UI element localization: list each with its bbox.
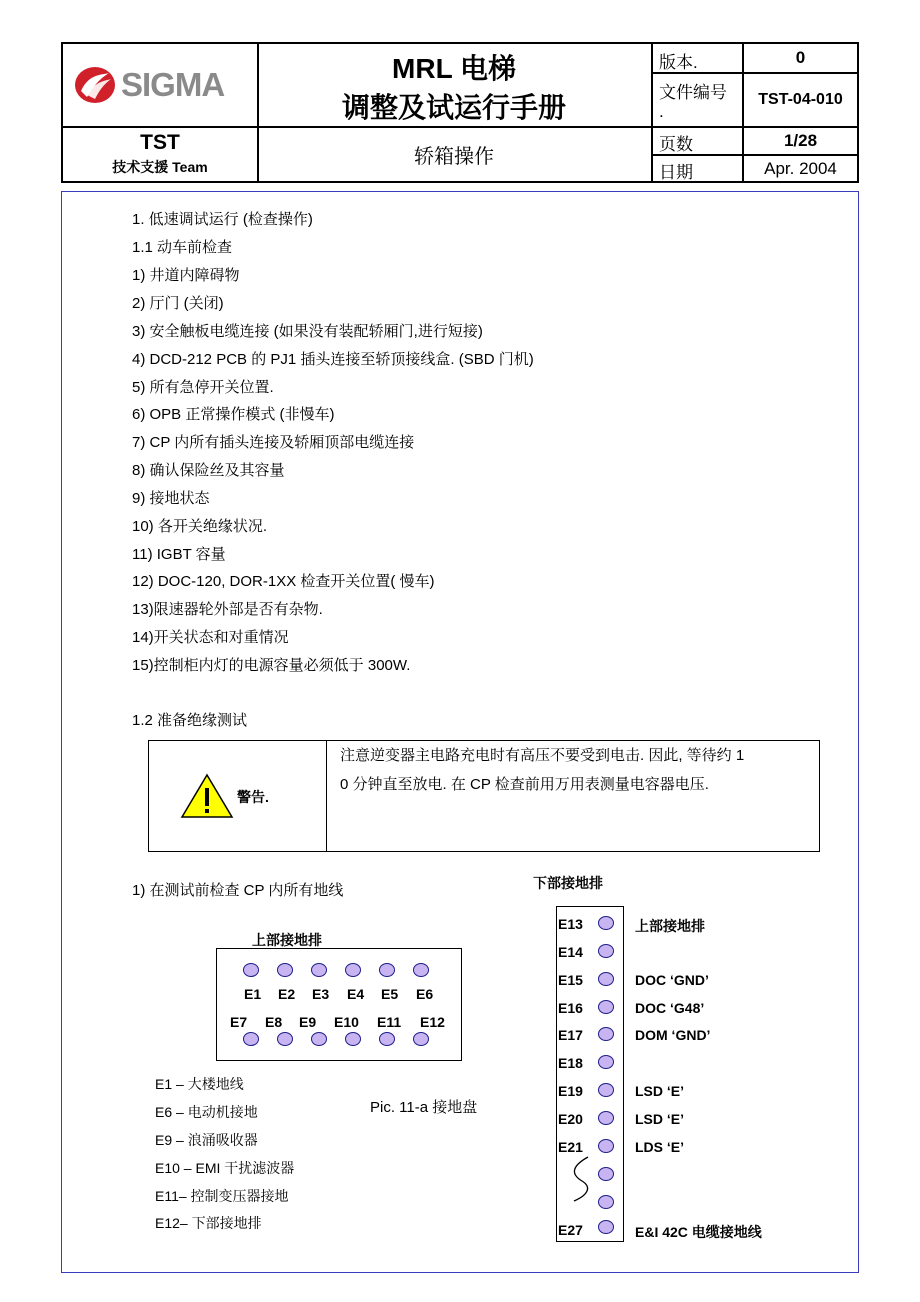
- list-item: 3) 安全触板电缆连接 (如果没有装配轿厢门,进行短接): [132, 323, 483, 340]
- heading-1-2: 1.2 准备绝缘测试: [132, 712, 248, 729]
- terminal-label: E1: [244, 986, 262, 1002]
- terminal-dot: [413, 1032, 429, 1046]
- terminal-label: E18: [558, 1055, 583, 1071]
- terminal-dot: [345, 963, 361, 977]
- list-item: 7) CP 内所有插头连接及轿厢顶部电缆连接: [132, 434, 415, 451]
- terminal-dot: [277, 1032, 293, 1046]
- warning-text-line2: 0 分钟直至放电. 在 CP 检查前用万用表测量电容器电压.: [340, 776, 709, 793]
- terminal-label: E9: [299, 1014, 317, 1030]
- terminal-dot: [598, 1220, 614, 1234]
- version-label: 版本.: [659, 53, 698, 72]
- terminal-desc: DOM ‘GND’: [635, 1027, 711, 1043]
- legend-item: E11– 控制变压器接地: [155, 1188, 289, 1204]
- legend-item: E6 – 电动机接地: [155, 1104, 258, 1120]
- terminal-label: E20: [558, 1111, 583, 1127]
- docno-label: 文件编号: [659, 83, 727, 102]
- list-item: 9) 接地状态: [132, 490, 210, 507]
- page-label: 页数: [659, 135, 693, 154]
- lower-bar-title: 下部接地排: [533, 875, 603, 891]
- check-ground-line: 1) 在测试前检查 CP 内所有地线: [132, 882, 344, 899]
- terminal-dot: [598, 1083, 614, 1097]
- upper-bar-title: 上部接地排: [252, 932, 322, 948]
- terminal-label: E11: [377, 1014, 402, 1030]
- date-value: Apr. 2004: [764, 158, 837, 178]
- terminal-desc: E&I 42C 电缆接地线: [635, 1224, 762, 1240]
- heading-1-1: 1.1 动车前检查: [132, 239, 233, 256]
- list-item: 6) OPB 正常操作模式 (非慢车): [132, 406, 335, 423]
- legend-item: E9 – 浪涌吸收器: [155, 1132, 258, 1148]
- terminal-label: E3: [312, 986, 330, 1002]
- break-mark-icon: [566, 1155, 598, 1203]
- warning-box: [148, 740, 820, 852]
- terminal-label: E8: [265, 1014, 283, 1030]
- dept-subtitle: 技术支援 Team: [112, 159, 208, 175]
- list-item: 2) 厅门 (关闭): [132, 295, 224, 312]
- terminal-label: E10: [334, 1014, 359, 1030]
- terminal-label: E5: [381, 986, 399, 1002]
- logo-text: SIGMA: [121, 66, 225, 103]
- terminal-label: E16: [558, 1000, 583, 1016]
- terminal-desc: LSD ‘E’: [635, 1083, 685, 1099]
- terminal-dot: [598, 1027, 614, 1041]
- terminal-desc: LDS ‘E’: [635, 1139, 685, 1155]
- doc-title-line2: 调整及试运行手册: [341, 92, 566, 123]
- terminal-label: E7: [230, 1014, 248, 1030]
- legend-item: E12– 下部接地排: [155, 1215, 262, 1231]
- doc-title-line1: MRL 电梯: [392, 53, 516, 84]
- terminal-label: E12: [420, 1014, 445, 1030]
- list-item: 12) DOC-120, DOR-1XX 检查开关位置( 慢车): [132, 573, 435, 590]
- terminal-desc: 上部接地排: [635, 918, 705, 934]
- terminal-label: E27: [558, 1222, 583, 1238]
- terminal-dot: [311, 1032, 327, 1046]
- terminal-label: E2: [278, 986, 296, 1002]
- terminal-dot: [598, 1000, 614, 1014]
- list-item: 15)控制柜内灯的电源容量必须低于 300W.: [132, 657, 411, 674]
- terminal-dot: [598, 1167, 614, 1181]
- terminal-dot: [598, 916, 614, 930]
- terminal-dot: [598, 1139, 614, 1153]
- warning-triangle-icon: [180, 773, 234, 819]
- legend-item: E10 – EMI 干扰滤波器: [155, 1160, 295, 1176]
- terminal-label: E4: [347, 986, 365, 1002]
- divider: [326, 741, 327, 851]
- warning-label: 警告.: [237, 789, 269, 805]
- list-item: 5) 所有急停开关位置.: [132, 379, 274, 396]
- terminal-label: E14: [558, 944, 583, 960]
- terminal-dot: [379, 1032, 395, 1046]
- terminal-dot: [379, 963, 395, 977]
- sigma-logo: [73, 64, 253, 106]
- list-item: 8) 确认保险丝及其容量: [132, 462, 285, 479]
- terminal-desc: DOC ‘G48’: [635, 1000, 705, 1016]
- version-value: 0: [795, 48, 806, 67]
- terminal-dot: [598, 972, 614, 986]
- legend-item: E1 – 大楼地线: [155, 1076, 244, 1092]
- terminal-dot: [243, 1032, 259, 1046]
- terminal-dot: [243, 963, 259, 977]
- list-item: 13)限速器轮外部是否有杂物.: [132, 601, 323, 618]
- date-label: 日期: [659, 163, 693, 182]
- terminal-desc: DOC ‘GND’: [635, 972, 709, 988]
- list-item: 14)开关状态和对重情况: [132, 629, 289, 646]
- terminal-label: E19: [558, 1083, 583, 1099]
- terminal-dot: [345, 1032, 361, 1046]
- terminal-label: E6: [416, 986, 434, 1002]
- terminal-dot: [598, 1111, 614, 1125]
- terminal-dot: [311, 963, 327, 977]
- list-item: 11) IGBT 容量: [132, 546, 226, 563]
- heading-1: 1. 低速调试运行 (检查操作): [132, 211, 313, 228]
- terminal-dot: [598, 1195, 614, 1209]
- document-header: [61, 42, 859, 183]
- figure-caption: Pic. 11-a 接地盘: [370, 1099, 478, 1116]
- page-value: 1/28: [783, 131, 818, 150]
- list-item: 10) 各开关绝缘状况.: [132, 518, 268, 535]
- terminal-dot: [277, 963, 293, 977]
- terminal-dot: [598, 1055, 614, 1069]
- list-item: 4) DCD-212 PCB 的 PJ1 插头连接至轿顶接线盒. (SBD 门机): [132, 351, 534, 368]
- sigma-logo-icon: [73, 65, 117, 105]
- docno-label-dot: .: [659, 102, 664, 121]
- terminal-label: E15: [558, 972, 583, 988]
- warning-text-line1: 注意逆变器主电路充电时有高压不要受到电击. 因此, 等待约 1: [340, 747, 745, 764]
- terminal-label: E17: [558, 1027, 583, 1043]
- terminal-dot: [598, 944, 614, 958]
- divider: [651, 44, 653, 181]
- terminal-label: E21: [558, 1139, 583, 1155]
- terminal-desc: LSD ‘E’: [635, 1111, 685, 1127]
- docno-value: TST-04-010: [758, 91, 843, 108]
- terminal-label: E13: [558, 916, 583, 932]
- section-title: 轿箱操作: [414, 146, 494, 168]
- dept-name: TST: [140, 131, 180, 154]
- list-item: 1) 井道内障碍物: [132, 267, 240, 284]
- terminal-dot: [413, 963, 429, 977]
